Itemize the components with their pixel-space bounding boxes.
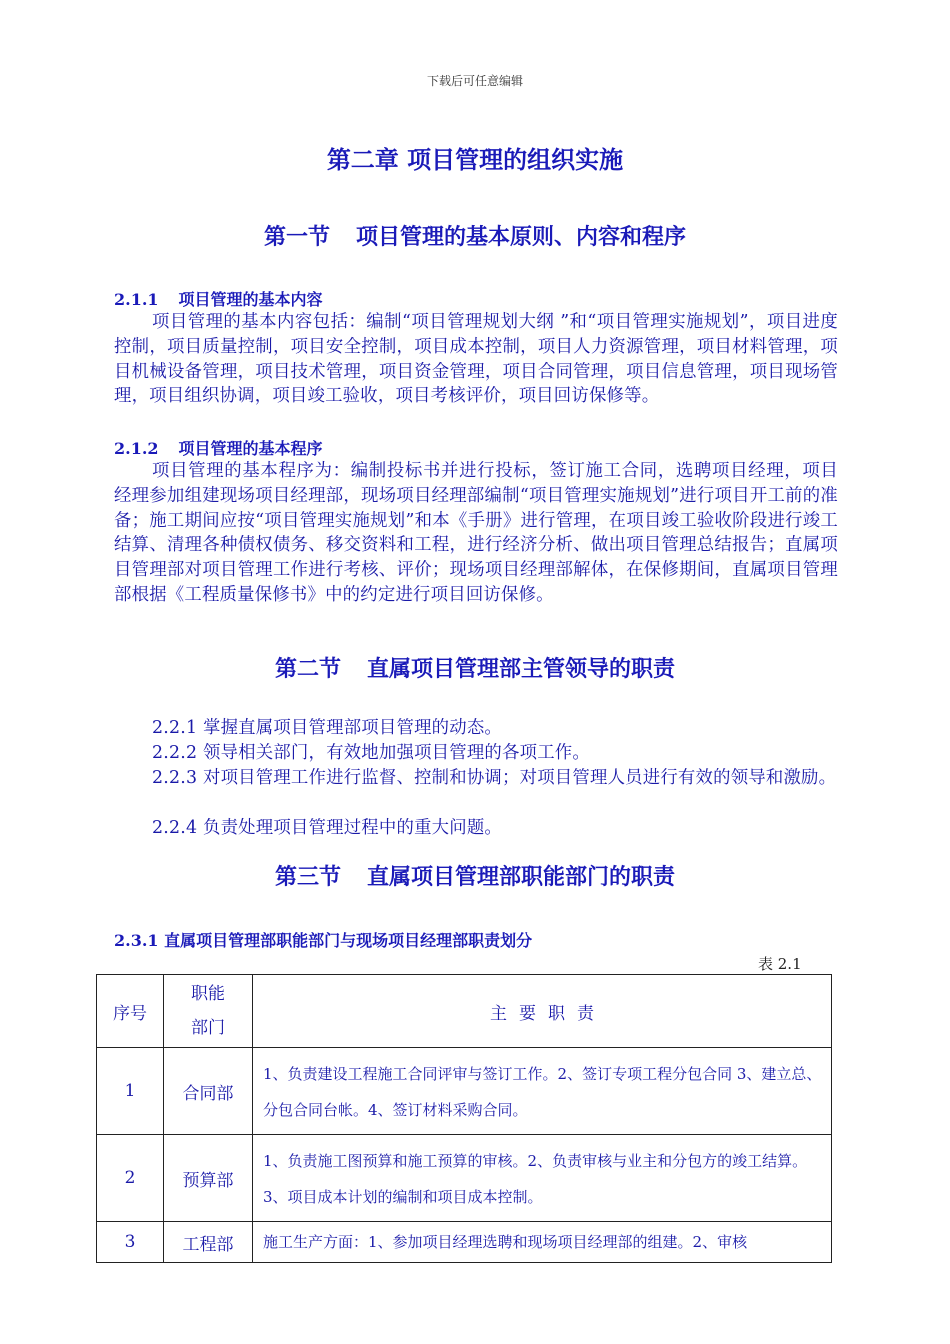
subheading-2-3-1: 2.3.1 直属项目管理部职能部门与现场项目经理部职责划分 xyxy=(114,931,533,950)
table-row xyxy=(97,1135,832,1222)
table-caption: 表 2.1 xyxy=(758,955,802,973)
subheading-title: 项目管理的基本程序 xyxy=(178,439,323,458)
section-title: 项目管理的基本原则、内容和程序 xyxy=(356,224,687,250)
list-item: 2.2.4 负责处理项目管理过程中的重大问题。 xyxy=(152,818,503,838)
header-no: 序号 xyxy=(97,975,164,1048)
section-number: 第一节 xyxy=(263,224,330,250)
header-dept-line2: 部门 xyxy=(191,1018,225,1038)
header-duty-char: 要 xyxy=(519,1003,536,1024)
section-heading-2 xyxy=(0,652,950,683)
list-item: 2.2.1 掌握直属项目管理部项目管理的动态。 xyxy=(152,718,503,738)
section-title: 直属项目管理部职能部门的职责 xyxy=(367,864,676,890)
header-duty xyxy=(253,975,832,1048)
row-duty: 施工生产方面：1、参加项目经理选聘和现场项目经理部的组建。2、审核 xyxy=(253,1222,832,1263)
row-dept: 预算部 xyxy=(164,1135,253,1222)
row-duty: 1、负责施工图预算和施工预算的审核。2、负责审核与业主和分包方的竣工结算。3、项目成本计划的编制和项目成本控制。 xyxy=(253,1135,832,1222)
subheading-2-1-2 xyxy=(114,436,323,459)
row-dept: 合同部 xyxy=(164,1048,253,1135)
section-heading-1 xyxy=(0,220,950,251)
header-duty-char: 职 xyxy=(548,1003,565,1024)
section-number: 第三节 xyxy=(274,864,341,890)
section-title: 直属项目管理部主管领导的职责 xyxy=(367,656,676,682)
header-dept xyxy=(164,975,253,1048)
row-duty: 1、负责建设工程施工合同评审与签订工作。2、签订专项工程分包合同 3、建立总、分包合同台帐。4、签订材料采购合同。 xyxy=(253,1048,832,1135)
row-no: 2 xyxy=(97,1135,164,1222)
section-heading-3 xyxy=(0,860,950,891)
subheading-2-1-1 xyxy=(114,287,323,310)
subheading-number: 2.1.2 xyxy=(114,439,159,458)
list-item: 2.2.2 领导相关部门，有效地加强项目管理的各项工作。 xyxy=(152,743,590,763)
section-number: 第二节 xyxy=(274,656,341,682)
table-header-row xyxy=(97,975,832,1048)
table-row xyxy=(97,1222,832,1263)
duties-table xyxy=(96,974,832,1263)
header-duty-char: 主 xyxy=(490,1003,507,1024)
chapter-title: 第二章 项目管理的组织实施 xyxy=(326,145,624,174)
list-item: 2.2.3 对项目管理工作进行监督、控制和协调；对项目管理人员进行有效的领导和激励。 xyxy=(152,768,837,788)
paragraph-basic-content: 项目管理的基本内容包括：编制“项目管理规划大纲 ”和“项目管理实施规划”，项目进度控制，项目质量控制，项目安全控制，项目成本控制，项目人力资源管理，项目材料管理，项目机械设备管理，项目技术管理，项目资金管理，项目合同管理，项目信息管理，项目现场管理，项目组织协调，项目竣工验收，项目考核评价，项目回访保修等。 xyxy=(114,312,838,407)
subheading-title: 项目管理的基本内容 xyxy=(178,290,323,309)
row-no: 1 xyxy=(97,1048,164,1135)
header-note: 下载后可任意编辑 xyxy=(426,74,523,88)
row-no: 3 xyxy=(97,1222,164,1263)
table-row xyxy=(97,1048,832,1135)
subheading-number: 2.1.1 xyxy=(114,290,159,309)
row-dept: 工程部 xyxy=(164,1222,253,1263)
header-duty-char: 责 xyxy=(577,1003,594,1024)
header-dept-line1: 职能 xyxy=(191,984,225,1004)
paragraph-basic-procedure: 项目管理的基本程序为：编制投标书并进行投标，签订施工合同，选聘项目经理，项目经理参加组建现场项目经理部，现场项目经理部编制“项目管理实施规划”进行项目开工前的准备；施工期间应按“项目管理实施规划”和本《手册》进行管理，在项目竣工验收阶段进行竣工结算、清理各种债权债务、移交资料和工程，进行经济分析、做出项目管理总结报告；直属项目管理部对项目管理工作进行考核、评价；现场项目经理部解体，在保修期间，直属项目管理部根据《工程质量保修书》中的约定进行项目回访保修。 xyxy=(114,461,838,605)
